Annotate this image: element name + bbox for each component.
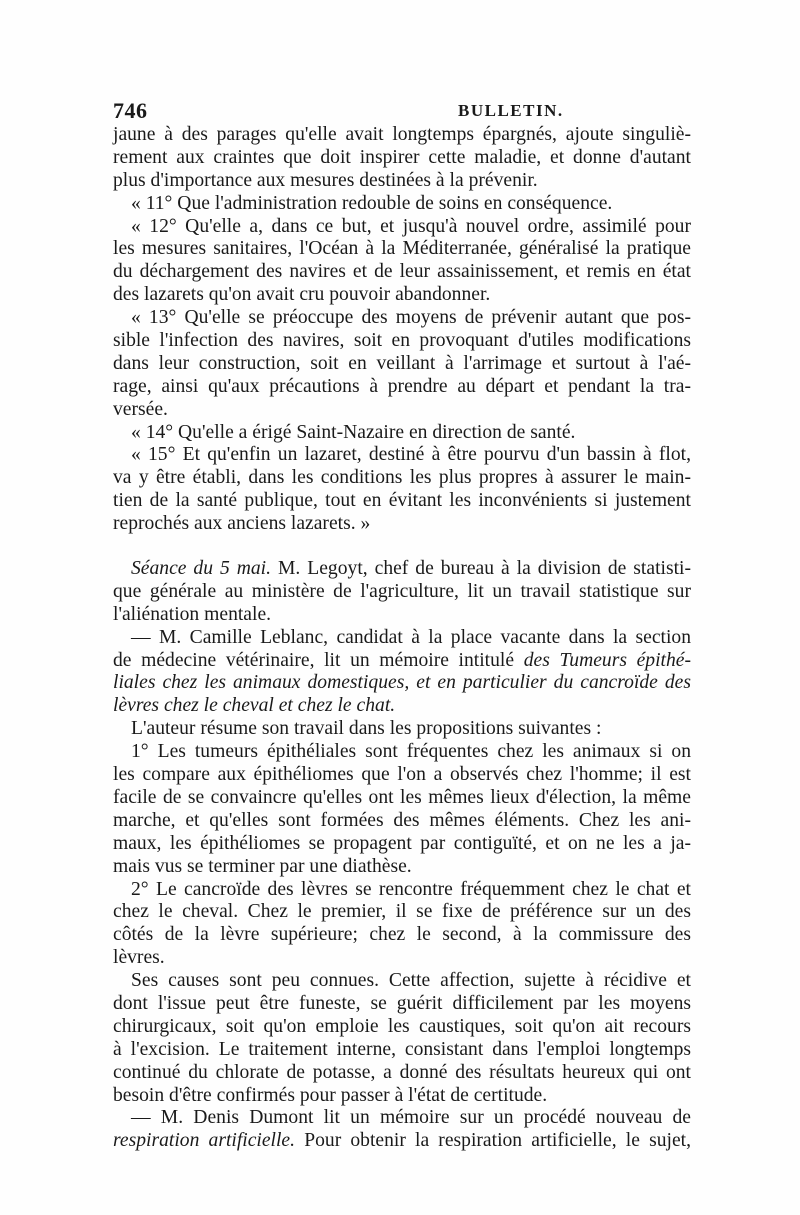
text-line: plus d'importance aux mesures destinées à la prévenir. <box>113 169 538 191</box>
text-line: L'auteur résume son travail dans les propositions suivantes : <box>131 718 602 740</box>
text-line: reprochés aux anciens lazarets. » <box>113 513 371 535</box>
text-line: lèvres chez le cheval et chez le chat. <box>113 695 396 717</box>
text-run: M. Legoyt, chef de bureau à la division de statisti- <box>271 558 691 580</box>
text-line: des lazarets qu'on avait cru pouvoir abandonner. <box>113 284 491 306</box>
text-line: maux, les épithéliomes se propagent par contiguïté, et on ne les a ja- <box>113 832 691 854</box>
text-line <box>113 558 691 581</box>
text-line: dont l'issue peut être funeste, se guérit difficilement par les moyens <box>113 992 691 1014</box>
text-line <box>113 1130 691 1153</box>
text-line: « 15° Et qu'enfin un lazaret, destiné à être pourvu d'un bassin à flot, <box>131 444 691 466</box>
text-line: l'aliénation mentale. <box>113 603 272 625</box>
text-line: côtés de la lèvre supérieure; chez le second, à la commissure des <box>113 924 691 946</box>
text-line: 1° Les tumeurs épithéliales sont fréquentes chez les animaux si on <box>131 741 691 763</box>
text-line: besoin d'être confirmés pour passer à l'état de certitude. <box>113 1084 548 1106</box>
text-line: Ses causes sont peu connues. Cette affection, sujette à récidive et <box>131 970 691 992</box>
text-line: chirurgicaux, soit qu'on emploie les caustiques, soit qu'on ait recours <box>113 1015 691 1037</box>
text-line: lèvres. <box>113 947 165 969</box>
text-line: mais vus se terminer par une diathèse. <box>113 855 412 877</box>
text-line: à l'excision. Le traitement interne, consistant dans l'emploi longtemps <box>113 1038 691 1060</box>
text-line <box>113 650 691 673</box>
text-line: tien de la santé publique, tout en évitant les inconvénients si justement <box>113 490 691 512</box>
text-run: de médecine vétérinaire, lit un mémoire intitulé <box>113 649 515 671</box>
text-line: — M. Camille Leblanc, candidat à la place vacante dans la section <box>131 626 691 648</box>
text-line: « 12° Qu'elle a, dans ce but, et jusqu'à nouvel ordre, assimilé pour <box>131 215 691 237</box>
text-line: « 13° Qu'elle se préoccupe des moyens de prévenir autant que pos- <box>131 307 691 329</box>
text-line: dans leur construction, soit en veillant à l'arrimage et surtout à l'aé- <box>113 352 691 374</box>
text-line: rage, ainsi qu'aux précautions à prendre au départ et pendant la tra- <box>113 375 691 397</box>
body-text <box>113 124 691 1153</box>
text-line: du déchargement des navires et de leur assainissement, et remis en état <box>113 261 691 283</box>
text-line: que générale au ministère de l'agriculture, lit un travail statistique sur <box>113 580 691 602</box>
text-line: — M. Denis Dumont lit un mémoire sur un procédé nouveau de <box>131 1107 691 1129</box>
text-line: chez le cheval. Chez le premier, il se fixe de préférence sur un des <box>113 901 691 923</box>
text-line: « 11° Que l'administration redouble de soins en conséquence. <box>131 192 613 214</box>
text-line: facile de se convaincre qu'elles ont les mêmes lieux d'élection, la même <box>113 786 691 808</box>
memoir-title: des Tumeurs épithé- <box>523 649 692 671</box>
text-line: continué du chlorate de potasse, a donné des résultats heureux qui ont <box>113 1061 691 1083</box>
text-line: 2° Le cancroïde des lèvres se rencontre fréquemment chez le chat et <box>131 878 691 900</box>
text-line: les compare aux épithéliomes que l'on a observés chez l'homme; il est <box>113 764 691 786</box>
page-header <box>113 98 691 124</box>
session-date: Séance du 5 mai. <box>131 558 272 580</box>
text-line: sible l'infection des navires, soit en provoquant d'utiles modifications <box>113 330 691 352</box>
memoir-title: respiration artificielle. <box>113 1130 296 1152</box>
text-line: les mesures sanitaires, l'Océan à la Méditerranée, généralisé la pratique <box>113 238 691 260</box>
paragraph-gap <box>113 536 691 558</box>
text-line: « 14° Qu'elle a érigé Saint-Nazaire en direction de santé. <box>131 421 576 443</box>
text-line: va y être établi, dans les conditions les plus propres à assurer le main- <box>113 467 691 489</box>
running-head: BULLETIN. <box>458 101 564 120</box>
text-line: versée. <box>113 398 168 420</box>
text-line: rement aux craintes que doit inspirer cette maladie, et donne d'autant <box>113 146 691 168</box>
page-number: 746 <box>113 98 148 123</box>
text-line: marche, et qu'elles sont formées des mêmes éléments. Chez les ani- <box>113 809 691 831</box>
text-line: liales chez les animaux domestiques, et en particulier du cancroïde des <box>113 672 691 694</box>
text-line: jaune à des parages qu'elle avait longtemps épargnés, ajoute singuliè- <box>113 124 691 145</box>
text-run: Pour obtenir la respiration artificielle, le sujet, <box>295 1130 692 1152</box>
